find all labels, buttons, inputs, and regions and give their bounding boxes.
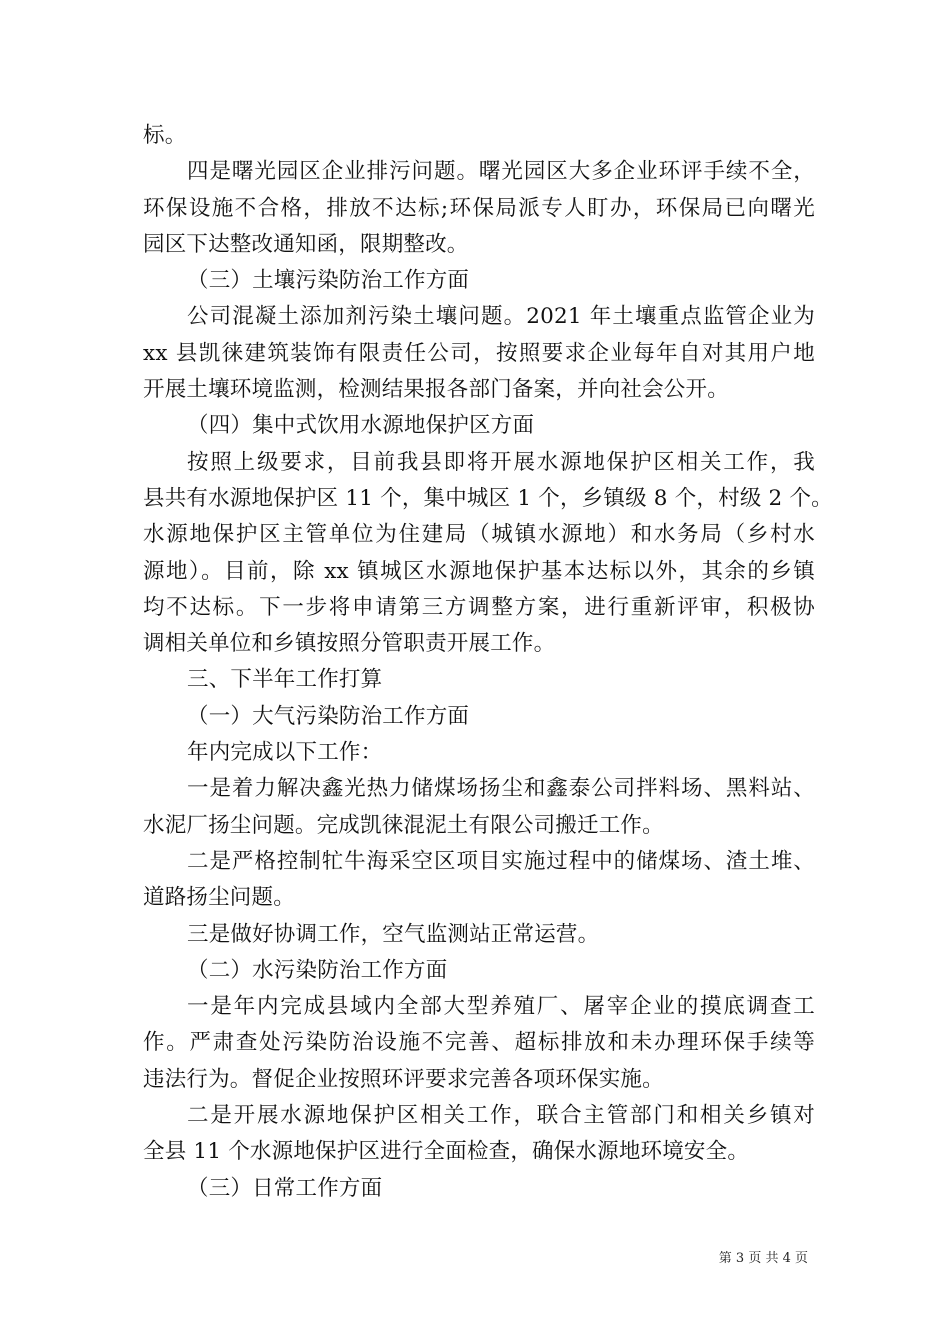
text-line: （三）土壤污染防治工作方面 (187, 268, 470, 294)
text-line: 道路扬尘问题。 (143, 885, 295, 911)
text-line: （三）日常工作方面 (187, 1175, 383, 1201)
page-number: 第 3 页 共 4 页 (718, 1251, 808, 1266)
text-line: 县共有水源地保护区 11 个，集中城区 1 个，乡镇级 8 个，村级 2 个。 (143, 485, 833, 511)
text-line: 水泥厂扬尘问题。完成凯徕混泥土有限公司搬迁工作。 (143, 812, 664, 838)
text-line: 四是曙光园区企业排污问题。曙光园区大多企业环评手续不全， (187, 159, 815, 185)
text-line: xx 县凯徕建筑装饰有限责任公司，按照要求企业每年自对其用户地 (143, 340, 815, 366)
text-line: 三、下半年工作打算 (187, 667, 383, 693)
text-line: 水源地保护区主管单位为住建局（城镇水源地）和水务局（乡村水 (143, 522, 815, 548)
text-line: 二是开展水源地保护区相关工作，联合主管部门和相关乡镇对 (187, 1103, 815, 1129)
text-line: （一）大气污染防治工作方面 (187, 703, 470, 729)
text-line: 三是做好协调工作，空气监测站正常运营。 (187, 921, 600, 947)
text-line: 开展土壤环境监测，检测结果报各部门备案，并向社会公开。 (143, 377, 729, 403)
text-line: 标。 (143, 123, 187, 148)
text-line: 作。严肃查处污染防治设施不完善、超标排放和未办理环保手续等 (143, 1030, 815, 1056)
text-line: 调相关单位和乡镇按照分管职责开展工作。 (143, 631, 556, 657)
text-line: 均不达标。下一步将申请第三方调整方案，进行重新评审，积极协 (143, 594, 815, 620)
text-line: 一是着力解决鑫光热力储煤场扬尘和鑫泰公司拌料场、黑料站、 (187, 776, 815, 802)
text-line: （四）集中式饮用水源地保护区方面 (187, 413, 535, 439)
text-line: 二是严格控制牤牛海采空区项目实施过程中的储煤场、渣土堆、 (187, 848, 815, 874)
text-line: 违法行为。督促企业按照环评要求完善各项环保实施。 (143, 1066, 664, 1092)
text-line: 公司混凝土添加剂污染土壤问题。2021 年土壤重点监管企业为 (187, 304, 815, 330)
text-line: 环保设施不合格，排放不达标;环保局派专人盯办，环保局已向曙光 (143, 195, 815, 221)
text-line: 源地）。目前，除 xx 镇城区水源地保护基本达标以外，其余的乡镇 (143, 558, 815, 584)
text-line: 一是年内完成县域内全部大型养殖厂、屠宰企业的摸底调查工 (187, 994, 815, 1020)
document-body (143, 118, 833, 1207)
text-line: 全县 11 个水源地保护区进行全面检查，确保水源地环境安全。 (143, 1139, 750, 1165)
text-line: （二）水污染防治工作方面 (187, 957, 448, 983)
text-line: 年内完成以下工作： (187, 740, 383, 766)
text-line: 按照上级要求，目前我县即将开展水源地保护区相关工作，我 (187, 449, 815, 475)
text-line: 园区下达整改通知函，限期整改。 (143, 231, 469, 257)
